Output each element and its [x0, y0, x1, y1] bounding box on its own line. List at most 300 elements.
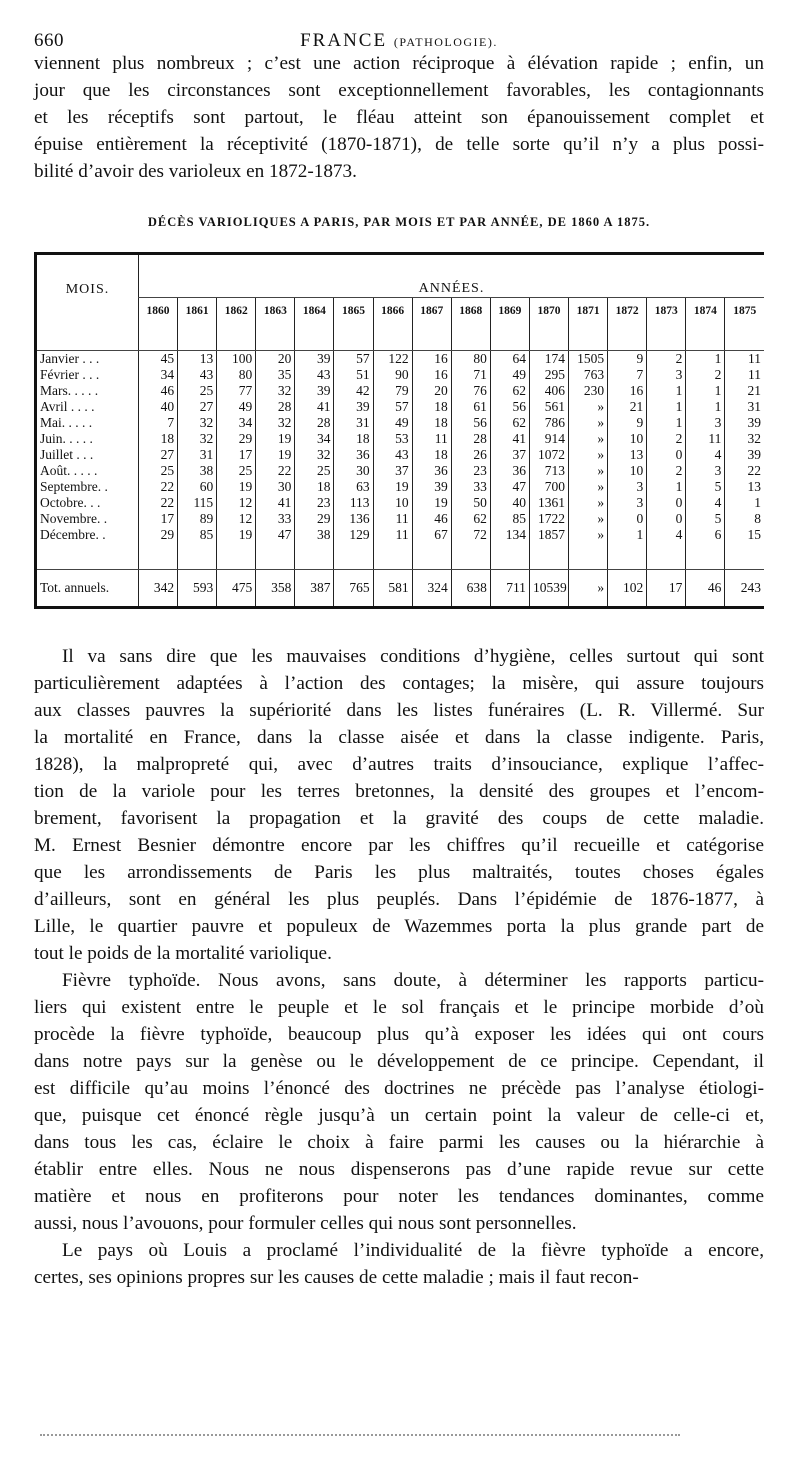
year-header: 1860	[139, 298, 178, 325]
body-line: que les arrondissements de Paris les plus maltraités, toutes choses égales	[34, 862, 764, 883]
body-line: tout le poids de la mortalité variolique.	[34, 943, 332, 964]
table-cell: 16	[608, 383, 647, 399]
table-cell: 17	[139, 511, 178, 527]
table-cell: 61	[451, 399, 490, 415]
table-cell: 33	[451, 479, 490, 495]
table-cell: 13	[178, 351, 217, 368]
total-cell: 46	[686, 570, 725, 608]
table-cell: 39	[412, 479, 451, 495]
mortality-table	[34, 252, 764, 609]
table-cell: 2	[647, 351, 686, 368]
table-cell: 79	[373, 383, 412, 399]
running-title-sub: (PATHOLOGIE).	[393, 35, 498, 49]
total-cell: 711	[490, 570, 529, 608]
year-header: 1863	[256, 298, 295, 325]
table-cell: 23	[451, 463, 490, 479]
table-cell: 85	[178, 527, 217, 543]
table-cell: 3	[608, 495, 647, 511]
table-cell: 19	[256, 447, 295, 463]
table-cell: 12	[217, 495, 256, 511]
running-title-main: FRANCE	[300, 30, 388, 51]
table-cell: 36	[334, 447, 373, 463]
table-cell: 763	[569, 367, 608, 383]
body-line: procède la fièvre typhoïde, beaucoup plus qu’à exposer les idées qui ont cours	[34, 1024, 764, 1045]
table-cell: 63	[334, 479, 373, 495]
total-cell: 638	[451, 570, 490, 608]
table-cell: 26	[451, 447, 490, 463]
table-cell: 136	[334, 511, 373, 527]
table-cell: 18	[295, 479, 334, 495]
intro-line: bilité d’avoir des varioleux en 1872-1873.	[34, 161, 357, 182]
table-cell: 7	[139, 415, 178, 431]
body-line: certes, ses opinions propres sur les causes de cette maladie ; mais il faut recon-	[34, 1267, 639, 1288]
table-row	[36, 463, 765, 479]
table-cell: 20	[256, 351, 295, 368]
table-cell: »	[569, 527, 608, 543]
empty-cell	[256, 324, 295, 351]
table-cell: 38	[295, 527, 334, 543]
body-line: liers qui existent entre le peuple et le sol français et le principe morbide d’où	[34, 997, 764, 1018]
table-cell: 49	[217, 399, 256, 415]
table-cell: »	[569, 495, 608, 511]
table-caption: DÉCÈS VARIOLIQUES A PARIS, PAR MOIS ET PAR ANNÉE, DE 1860 A 1875.	[147, 215, 651, 229]
year-header: 1865	[334, 298, 373, 325]
table-cell: 3	[686, 415, 725, 431]
table-row	[36, 367, 765, 383]
empty-cell	[569, 543, 608, 570]
year-header: 1875	[725, 298, 764, 325]
table-rule-row	[36, 543, 765, 570]
empty-cell	[451, 324, 490, 351]
table-cell: 60	[178, 479, 217, 495]
table-cell: 22	[139, 495, 178, 511]
empty-cell	[334, 543, 373, 570]
table-cell: 41	[490, 431, 529, 447]
table-cell: 0	[608, 511, 647, 527]
table-cell: 406	[529, 383, 568, 399]
total-cell: 324	[412, 570, 451, 608]
table-cell: 11	[412, 431, 451, 447]
table-cell: 4	[647, 527, 686, 543]
body-line: 1828), la malpropreté qui, avec d’autres traits d’insouciance, explique l’affec-	[34, 754, 764, 775]
empty-cell	[178, 543, 217, 570]
empty-cell	[490, 543, 529, 570]
total-cell: 102	[608, 570, 647, 608]
table-cell: 786	[529, 415, 568, 431]
table-cell: 2	[686, 367, 725, 383]
table-cell: 25	[217, 463, 256, 479]
table-cell: 36	[412, 463, 451, 479]
empty-cell	[647, 543, 686, 570]
year-header: 1861	[178, 298, 217, 325]
table-cell: 22	[139, 479, 178, 495]
table-cell: 31	[178, 447, 217, 463]
table-cell: 19	[217, 479, 256, 495]
table-cell: 18	[139, 431, 178, 447]
table-row	[36, 527, 765, 543]
table-cell: 3	[647, 367, 686, 383]
table-cell: 122	[373, 351, 412, 368]
table-cell: 8	[725, 511, 764, 527]
table-cell: 47	[256, 527, 295, 543]
year-header: 1869	[490, 298, 529, 325]
empty-cell	[412, 324, 451, 351]
table-cell: 30	[256, 479, 295, 495]
table-cell: 51	[334, 367, 373, 383]
month-label: Novembre. .	[36, 511, 139, 527]
table-cell: 28	[295, 415, 334, 431]
table-cell: 5	[686, 479, 725, 495]
empty-cell	[569, 324, 608, 351]
year-header: 1868	[451, 298, 490, 325]
body-line: matière et nous en profiterons pour noter les tendances dominantes, comme	[34, 1186, 764, 1207]
table-cell: 1722	[529, 511, 568, 527]
year-header: 1872	[608, 298, 647, 325]
body-line: d’ailleurs, sont en général les plus peuplés. Dans l’épidémie de 1876-1877, à	[34, 889, 764, 910]
body-paragraph	[34, 967, 764, 1237]
year-header: 1862	[217, 298, 256, 325]
body-paragraph	[34, 1237, 764, 1291]
table-cell: »	[569, 431, 608, 447]
table-cell: 43	[178, 367, 217, 383]
table-cell: 18	[412, 399, 451, 415]
empty-cell	[451, 543, 490, 570]
table-cell: 1	[725, 495, 764, 511]
body-line: aux classes pauvres la supériorité dans les listes funéraires (L. R. Villermé. Sur	[34, 700, 764, 721]
table-cell: 6	[686, 527, 725, 543]
table-cell: 29	[295, 511, 334, 527]
table-cell: 21	[608, 399, 647, 415]
table-cell: 31	[725, 399, 764, 415]
table-cell: 27	[139, 447, 178, 463]
table-cell: 1	[686, 351, 725, 368]
table-cell: 1	[686, 399, 725, 415]
table-cell: 10	[373, 495, 412, 511]
table-row	[36, 399, 765, 415]
table-row	[36, 495, 765, 511]
table-cell: 20	[412, 383, 451, 399]
table-cell: 71	[451, 367, 490, 383]
empty-cell	[686, 543, 725, 570]
empty-cell	[36, 324, 139, 351]
table-cell: 43	[295, 367, 334, 383]
month-label: Mars. . . . .	[36, 383, 139, 399]
year-header: 1866	[373, 298, 412, 325]
table-cell: 9	[608, 351, 647, 368]
table-cell: 46	[139, 383, 178, 399]
table-cell: 1	[647, 399, 686, 415]
table-cell: 13	[608, 447, 647, 463]
table-cell: 25	[295, 463, 334, 479]
body-line: M. Ernest Besnier démontre encore par les chiffres qu’il recueille et catégorise	[34, 835, 764, 856]
table-cell: 41	[256, 495, 295, 511]
table-cell: 1505	[569, 351, 608, 368]
table-cell: 77	[217, 383, 256, 399]
year-header: 1867	[412, 298, 451, 325]
empty-cell	[529, 324, 568, 351]
table-row	[36, 479, 765, 495]
table-cell: 10	[608, 463, 647, 479]
body-line: aussi, nous l’avouons, pour formuler celles qui nous sont personnelles.	[34, 1213, 577, 1234]
table-cell: 914	[529, 431, 568, 447]
intro-line: et les réceptifs sont partout, le fléau atteint son épanouissement complet et	[34, 107, 764, 128]
table-cell: 50	[451, 495, 490, 511]
table-cell: 45	[139, 351, 178, 368]
intro-line: jour que les circonstances sont exceptionnellement favorables, les contagionnants	[34, 80, 764, 101]
table-cell: 1	[686, 383, 725, 399]
empty-cell	[139, 543, 178, 570]
table-cell: »	[569, 479, 608, 495]
table-cell: 46	[412, 511, 451, 527]
table-cell: 19	[217, 527, 256, 543]
table-cell: »	[569, 415, 608, 431]
empty-cell	[373, 324, 412, 351]
year-header: 1871	[569, 298, 608, 325]
table-cell: 34	[295, 431, 334, 447]
table-cell: 39	[295, 383, 334, 399]
total-cell: 342	[139, 570, 178, 608]
table-cell: 11	[373, 527, 412, 543]
body-line: particulièrement adaptées à l’action des contages; la misère, qui assure toujours	[34, 673, 764, 694]
table-cell: 37	[373, 463, 412, 479]
table-cell: 113	[334, 495, 373, 511]
table-cell: 33	[256, 511, 295, 527]
table-cell: 57	[373, 399, 412, 415]
table-cell: 295	[529, 367, 568, 383]
table-cell: 1072	[529, 447, 568, 463]
total-cell: 387	[295, 570, 334, 608]
table-cell: 12	[217, 511, 256, 527]
total-cell: 765	[334, 570, 373, 608]
table-cell: 89	[178, 511, 217, 527]
row-header: MOIS.	[36, 254, 139, 325]
month-label: Janvier . . .	[36, 351, 139, 368]
table-cell: 32	[725, 431, 764, 447]
table-cell: 29	[217, 431, 256, 447]
table-row	[36, 415, 765, 431]
table-row	[36, 447, 765, 463]
table-cell: 0	[647, 511, 686, 527]
empty-cell	[295, 324, 334, 351]
empty-cell	[490, 324, 529, 351]
page-bottom-artifact	[40, 1434, 680, 1440]
table-cell: 38	[178, 463, 217, 479]
empty-cell	[686, 324, 725, 351]
table-cell: 230	[569, 383, 608, 399]
empty-cell	[139, 324, 178, 351]
body-line: que, puisque cet énoncé règle jusqu’à un certain point la valeur de celle-ci et,	[34, 1105, 764, 1126]
empty-cell	[36, 543, 139, 570]
body-line: dans notre pays sur la genèse ou le développement de ce principe. Cependant, il	[34, 1051, 764, 1072]
table-cell: 25	[139, 463, 178, 479]
month-label: Octobre. . .	[36, 495, 139, 511]
table-cell: 16	[412, 351, 451, 368]
table-cell: »	[569, 511, 608, 527]
table-cell: 129	[334, 527, 373, 543]
table-cell: »	[569, 447, 608, 463]
table-row	[36, 383, 765, 399]
total-label: Tot. annuels.	[36, 570, 139, 608]
table-cell: 713	[529, 463, 568, 479]
table-cell: 174	[529, 351, 568, 368]
table-cell: 49	[373, 415, 412, 431]
table-cell: 1	[608, 527, 647, 543]
table-cell: 10	[608, 431, 647, 447]
table-cell: 9	[608, 415, 647, 431]
table-cell: 15	[725, 527, 764, 543]
table-cell: 29	[139, 527, 178, 543]
table-cell: 100	[217, 351, 256, 368]
empty-cell	[529, 543, 568, 570]
table-cell: 0	[647, 495, 686, 511]
empty-cell	[725, 543, 764, 570]
table-cell: 80	[217, 367, 256, 383]
table-cell: 18	[412, 447, 451, 463]
table-cell: 22	[725, 463, 764, 479]
table-cell: 64	[490, 351, 529, 368]
year-header-row	[36, 298, 765, 325]
table-cell: 80	[451, 351, 490, 368]
document-page	[34, 0, 764, 1291]
empty-cell	[647, 324, 686, 351]
table-cell: 18	[412, 415, 451, 431]
group-header: ANNÉES.	[139, 254, 765, 298]
table-cell: 85	[490, 511, 529, 527]
body-line: est difficile qu’au moins l’énoncé des doctrines ne précède pas l’analyse étiologi-	[34, 1078, 764, 1099]
table-cell: 11	[725, 367, 764, 383]
table-cell: 27	[178, 399, 217, 415]
table-cell: 21	[725, 383, 764, 399]
empty-cell	[256, 543, 295, 570]
table-cell: 34	[139, 367, 178, 383]
running-title	[34, 30, 764, 52]
table-cell: 34	[217, 415, 256, 431]
intro-line: épuise entièrement la réceptivité (1870-1871), de telle sorte qu’il n’y a plus possi-	[34, 134, 764, 155]
table-cell: 1361	[529, 495, 568, 511]
table-cell: 41	[295, 399, 334, 415]
table-cell: 4	[686, 447, 725, 463]
table-cell: 57	[334, 351, 373, 368]
table-cell: 40	[139, 399, 178, 415]
table-cell: 1	[647, 383, 686, 399]
table-cell: 11	[725, 351, 764, 368]
year-header: 1870	[529, 298, 568, 325]
table-cell: 35	[256, 367, 295, 383]
year-header: 1864	[295, 298, 334, 325]
running-head	[34, 0, 764, 50]
table-cell: 62	[490, 415, 529, 431]
table-cell: 72	[451, 527, 490, 543]
table-cell: 115	[178, 495, 217, 511]
total-cell: 581	[373, 570, 412, 608]
table-cell: 32	[295, 447, 334, 463]
empty-cell	[217, 543, 256, 570]
total-cell: 10539	[529, 570, 568, 608]
year-header: 1873	[647, 298, 686, 325]
table-cell: 28	[256, 399, 295, 415]
empty-cell	[608, 543, 647, 570]
total-row	[36, 570, 765, 608]
total-cell: »	[569, 570, 608, 608]
table-cell: 76	[451, 383, 490, 399]
body-text	[34, 643, 764, 1291]
page-number: 660	[34, 30, 64, 51]
table-cell: 11	[686, 431, 725, 447]
table-cell: 43	[373, 447, 412, 463]
month-label: Juin. . . . .	[36, 431, 139, 447]
table-cell: 62	[490, 383, 529, 399]
table-cell: 30	[334, 463, 373, 479]
table-cell: 18	[334, 431, 373, 447]
month-label: Mai. . . . .	[36, 415, 139, 431]
table-cell: 0	[647, 447, 686, 463]
table-cell: 1857	[529, 527, 568, 543]
table-cell: 28	[451, 431, 490, 447]
table-cell: 32	[256, 383, 295, 399]
table-cell: 7	[608, 367, 647, 383]
body-paragraph	[34, 643, 764, 967]
table-cell: 40	[490, 495, 529, 511]
table-cell: 561	[529, 399, 568, 415]
table-cell: 37	[490, 447, 529, 463]
year-header: 1874	[686, 298, 725, 325]
body-line: Lille, le quartier pauvre et populeux de Wazemmes porta la plus grande part de	[34, 916, 764, 937]
month-label: Février . . .	[36, 367, 139, 383]
table-cell: 32	[178, 415, 217, 431]
body-line: tion de la variole pour les terres bretonnes, la densité des groupes et l’encom-	[34, 781, 764, 802]
table-cell: 36	[490, 463, 529, 479]
table-cell: »	[569, 399, 608, 415]
table-cell: 19	[256, 431, 295, 447]
table-cell: 2	[647, 431, 686, 447]
body-line: Fièvre typhoïde. Nous avons, sans doute, à déterminer les rapports particu-	[62, 970, 764, 991]
body-line: Le pays où Louis a proclamé l’individualité de la fièvre typhoïde a encore,	[62, 1240, 764, 1261]
table-cell: 39	[295, 351, 334, 368]
table-row	[36, 511, 765, 527]
month-label: Avril . . . .	[36, 399, 139, 415]
table-cell: 47	[490, 479, 529, 495]
table-cell: 39	[725, 447, 764, 463]
month-label: Août. . . . .	[36, 463, 139, 479]
month-label: Décembre. .	[36, 527, 139, 543]
table-rule-row	[36, 324, 765, 351]
intro-paragraph	[34, 50, 764, 185]
table-cell: 19	[373, 479, 412, 495]
table-cell: 25	[178, 383, 217, 399]
table-cell: 4	[686, 495, 725, 511]
table-cell: 39	[725, 415, 764, 431]
table-cell: 3	[686, 463, 725, 479]
table-cell: 62	[451, 511, 490, 527]
table-cell: 67	[412, 527, 451, 543]
total-cell: 243	[725, 570, 764, 608]
body-line: Il va sans dire que les mauvaises conditions d’hygiène, celles surtout qui sont	[62, 646, 764, 667]
table-cell: 700	[529, 479, 568, 495]
table-cell: 134	[490, 527, 529, 543]
empty-cell	[608, 324, 647, 351]
table-cell: 16	[412, 367, 451, 383]
table-cell: 56	[451, 415, 490, 431]
table-row	[36, 431, 765, 447]
total-cell: 17	[647, 570, 686, 608]
body-line: la mortalité en France, dans la classe aisée et dans la classe indigente. Paris,	[34, 727, 764, 748]
total-cell: 475	[217, 570, 256, 608]
table-cell: 3	[608, 479, 647, 495]
table-cell: 31	[334, 415, 373, 431]
table-cell: 22	[256, 463, 295, 479]
month-label: Juillet . . .	[36, 447, 139, 463]
empty-cell	[217, 324, 256, 351]
